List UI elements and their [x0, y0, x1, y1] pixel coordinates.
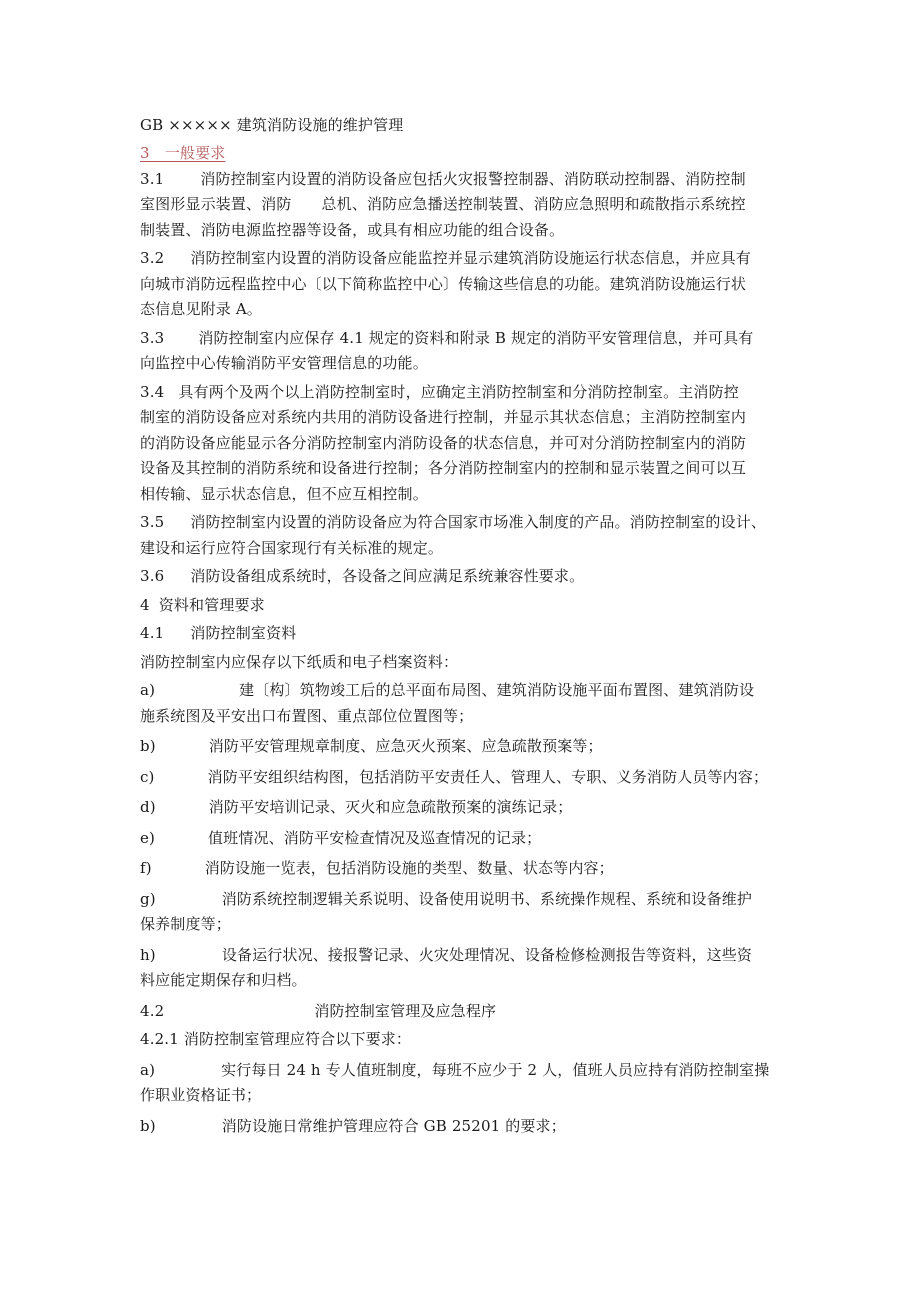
- clause-text: 消防控制室内应保存 4.1 规定的资料和附录 B 规定的消防平安管理信息，并可具有: [198, 328, 754, 347]
- list-text: 消防平安组织结构图，包括消防平安责任人、管理人、专职、义务消防人员等内容；: [207, 767, 769, 786]
- clause-number: 3.1: [140, 169, 165, 188]
- list-item-4-1-d: [140, 795, 788, 821]
- clause-3-2: [140, 246, 788, 323]
- section-title: 消防控制室管理及应急程序: [314, 1001, 497, 1020]
- section-number: 4.2: [140, 1001, 165, 1020]
- section-4-1-intro: 消防控制室内应保存以下纸质和电子档案资料：: [140, 652, 459, 671]
- list-text: 施系统图及平安出口布置图、重点部位位置图等；: [140, 706, 474, 725]
- clause-number: 3.2: [140, 249, 165, 267]
- clause-number: 3.5: [140, 513, 165, 531]
- clause-3-4: [140, 380, 788, 508]
- list-label: e): [140, 828, 156, 847]
- document-page: [140, 113, 788, 1139]
- list-label: c): [140, 767, 155, 786]
- clause-text: 建设和运行应符合国家现行有关标准的规定。: [140, 538, 444, 557]
- clause-text: 设备及其控制的消防系统和设备进行控制；各分消防控制室内的控制和显示装置之间可以互: [140, 459, 747, 477]
- list-label: a): [140, 681, 156, 699]
- document-title: GB ××××× 建筑消防设施的维护管理: [140, 116, 404, 134]
- clause-text: 态信息见附录 A。: [140, 300, 262, 318]
- list-item-4-1-h: [140, 943, 788, 994]
- list-text: 消防平安管理规章制度、应急灭火预案、应急疏散预案等；: [208, 737, 603, 755]
- list-text: 消防系统控制逻辑关系说明、设备使用说明书、系统操作规程、系统和设备维护: [221, 889, 753, 908]
- section-title: 消防控制室资料: [190, 624, 297, 642]
- list-item-4-1-c: [140, 765, 788, 791]
- clause-text: 向监控中心传输消防平安管理信息的功能。: [140, 354, 428, 372]
- clause-3-6: [140, 564, 788, 590]
- clause-number: 3.6: [140, 567, 165, 585]
- clause-text: 的消防设备应能显示各分消防控制室内消防设备的状态信息，并可对分消防控制室内的消防: [140, 433, 747, 452]
- clause-text: 制室的消防设备应对系统内共用的消防设备进行控制，并显示其状态信息；主消防控制室内: [140, 408, 747, 426]
- section-number: 4: [140, 595, 150, 614]
- clause-text: 消防控制室内设置的消防设备应为符合国家市场准入制度的产品。消防控制室的设计、: [190, 513, 767, 531]
- list-text: 实行每日 24 h 专人值班制度，每班不应少于 2 人，值班人员应持有消防控制室操: [221, 1060, 770, 1079]
- clause-text: 室图形显示装置、消防: [140, 195, 292, 213]
- list-label: f): [140, 859, 152, 877]
- clause-number: 3.4: [140, 382, 165, 401]
- list-item-4-1-g: [140, 887, 788, 938]
- clause-text: 消防控制室内设置的消防设备应包括火灾报警控制器、消防联动控制器、消防控制: [200, 169, 746, 188]
- list-item-4-1-a: [140, 678, 788, 729]
- list-item-4-2-1-b: [140, 1114, 788, 1140]
- list-text: 保养制度等；: [140, 915, 231, 933]
- clause-text: 总机、消防应急播送控制装置、消防应急照明和疏散指示系统控: [321, 195, 746, 213]
- list-text: 消防平安培训记录、灭火和应急疏散预案的演练记录；: [208, 798, 573, 816]
- list-text: 建〔构〕筑物竣工后的总平面布局图、建筑消防设施平面布置图、建筑消防设: [239, 681, 755, 699]
- list-text: 值班情况、消防平安检查情况及巡查情况的记录；: [208, 828, 542, 847]
- list-label: b): [140, 737, 156, 755]
- list-label: d): [140, 798, 156, 816]
- list-item-4-1-f: [140, 856, 788, 882]
- list-item-4-1-b: [140, 734, 788, 760]
- clause-text: 向城市消防远程监控中心〔以下简称监控中心〕传输这些信息的功能。建筑消防设施运行状: [140, 274, 747, 293]
- section-4-1-heading: [140, 621, 788, 647]
- list-text: 消防设施日常维护管理应符合 GB 25201 的要求；: [221, 1116, 566, 1135]
- clause-text: 相传输、显示状态信息，但不应互相控制。: [140, 484, 428, 503]
- section-3-heading-link[interactable]: 3 一般要求: [140, 144, 226, 162]
- clause-number: 3.3: [140, 328, 165, 347]
- list-text: 设备运行状况、接报警记录、火灾处理情况、设备检修检测报告等资料，这些资: [221, 945, 753, 964]
- section-4-2-1-heading: 4.2.1 消防控制室管理应符合以下要求：: [140, 1030, 412, 1048]
- list-item-4-1-e: [140, 826, 788, 852]
- list-item-4-2-1-a: [140, 1058, 788, 1109]
- list-text: 消防设施一览表，包括消防设施的类型、数量、状态等内容；: [204, 859, 614, 877]
- clause-3-1: [140, 167, 788, 244]
- list-label: b): [140, 1116, 156, 1135]
- list-text: 料应能定期保存和归档。: [140, 971, 307, 989]
- list-label: a): [140, 1060, 156, 1079]
- list-text: 作职业资格证书；: [140, 1086, 262, 1104]
- clause-3-3: [140, 326, 788, 377]
- section-number: 4.1: [140, 624, 165, 642]
- clause-text: 消防设备组成系统时，各设备之间应满足系统兼容性要求。: [190, 567, 585, 585]
- clause-text: 具有两个及两个以上消防控制室时，应确定主消防控制室和分消防控制室。主消防控: [178, 382, 739, 401]
- section-4-heading: [140, 593, 788, 619]
- section-4-2-heading: [140, 999, 788, 1025]
- clause-text: 消防控制室内设置的消防设备应能监控并显示建筑消防设施运行状态信息，并应具有: [190, 249, 751, 267]
- section-title: 资料和管理要求: [158, 595, 265, 614]
- clause-text: 制装置、消防电源监控器等设备，或具有相应功能的组合设备。: [140, 220, 565, 239]
- clause-3-5: [140, 510, 788, 561]
- list-label: h): [140, 945, 156, 964]
- list-label: g): [140, 889, 156, 908]
